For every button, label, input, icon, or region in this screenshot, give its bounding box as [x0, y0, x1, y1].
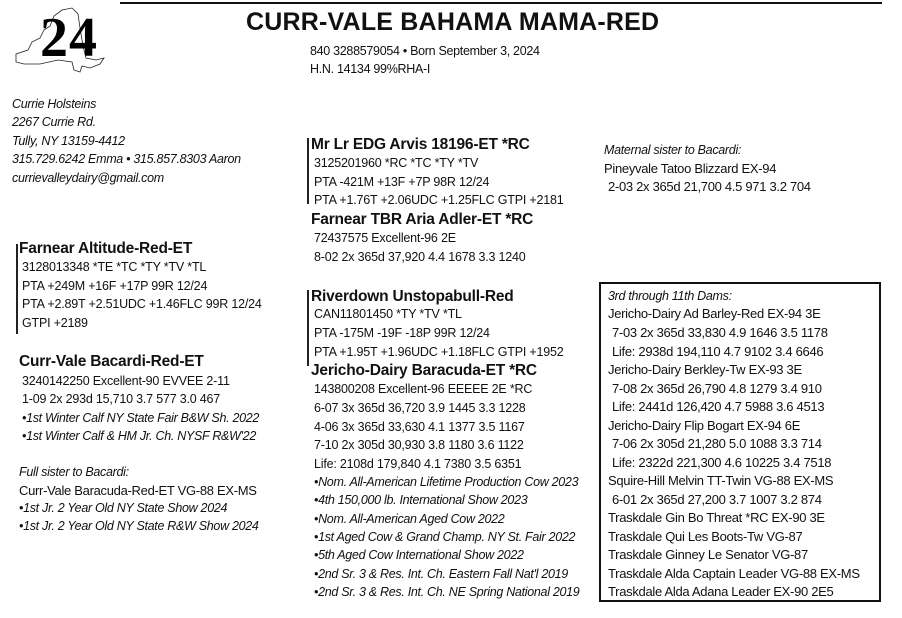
sire-name: Farnear Altitude-Red-ET: [19, 240, 193, 257]
maternal-grandsire-line: PTA +1.95T +1.96UDC +1.18FLC GTPI +1952: [314, 345, 564, 359]
paternal-granddam-name: Farnear TBR Aria Adler-ET *RC: [311, 211, 534, 228]
consignor-farm: Currie Holsteins: [12, 97, 97, 111]
maternal-sister-record: 2-03 2x 365d 21,700 4.5 971 3.2 704: [608, 179, 811, 194]
dams-box-heading: 3rd through 11th Dams:: [608, 289, 732, 303]
paternal-grandsire-line: 3125201960 *RC *TC *TY *TV: [314, 156, 479, 170]
maternal-grandsire-line: PTA -175M -19F -18P 99R 12/24: [314, 326, 490, 340]
dams-box-line: 7-08 2x 365d 26,790 4.8 1279 3.4 910: [612, 381, 822, 396]
dams-box-line: Traskdale Ginney Le Senator VG-87: [608, 547, 808, 562]
pedigree-bracket: [307, 138, 309, 204]
dams-box-line: Squire-Hill Melvin TT-Twin VG-88 EX-MS: [608, 473, 834, 488]
second-dam-line: 4-06 3x 365d 33,630 4.1 1377 3.5 1167: [314, 420, 525, 434]
animal-title: CURR-VALE BAHAMA MAMA-RED: [246, 8, 660, 36]
consignor-email[interactable]: currievalleydairy@gmail.com: [12, 171, 164, 185]
dams-box-line: Jericho-Dairy Ad Barley-Red EX-94 3E: [608, 306, 821, 321]
dam-honor: •1st Winter Calf & HM Jr. Ch. NYSF R&W'22: [22, 429, 256, 443]
sire-line: 3128013348 *TE *TC *TY *TV *TL: [22, 260, 207, 274]
dams-box-line: Traskdale Alda Adana Leader EX-90 2E5: [608, 584, 834, 599]
second-dam-honor: •5th Aged Cow International Show 2022: [314, 548, 524, 562]
dams-box-line: Traskdale Gin Bo Threat *RC EX-90 3E: [608, 510, 825, 525]
second-dam-honor: •Nom. All-American Lifetime Production Cow 2023: [314, 475, 579, 489]
pedigree-bracket: [16, 244, 18, 334]
dam-line: 3240142250 Excellent-90 EVVEE 2-11: [22, 374, 230, 388]
lot-badge: [0, 0, 120, 90]
sire-line: PTA +249M +16F +17P 99R 12/24: [22, 279, 208, 293]
dam-name: Curr-Vale Bacardi-Red-ET: [19, 353, 204, 370]
full-sister-name: Curr-Vale Baracuda-Red-ET VG-88 EX-MS: [19, 483, 257, 498]
second-dam-honor: •1st Aged Cow & Grand Champ. NY St. Fair 2022: [314, 530, 576, 544]
dam-line: 1-09 2x 293d 15,710 3.7 577 3.0 467: [22, 392, 221, 406]
dams-box-line: 7-03 2x 365d 33,830 4.9 1646 3.5 1178: [612, 325, 828, 340]
full-sister-honor: •1st Jr. 2 Year Old NY State Show 2024: [19, 501, 228, 515]
maternal-grandsire-name: Riverdown Unstopabull-Red: [311, 288, 514, 305]
dams-box-line: Jericho-Dairy Flip Bogart EX-94 6E: [608, 418, 801, 433]
dams-box-line: Jericho-Dairy Berkley-Tw EX-93 3E: [608, 362, 802, 377]
dams-box-line: Life: 2322d 221,300 4.6 10225 3.4 7518: [612, 455, 832, 470]
second-dam-name: Jericho-Dairy Baracuda-ET *RC: [311, 362, 537, 379]
consignor-city: Tully, NY 13159-4412: [12, 134, 125, 148]
herd-number-line: H.N. 14134 99%RHA-I: [310, 62, 431, 76]
full-sister-heading: Full sister to Bacardi:: [19, 465, 129, 479]
paternal-grandsire-name: Mr Lr EDG Arvis 18196-ET *RC: [311, 136, 530, 153]
sire-line: GTPI +2189: [22, 316, 88, 330]
second-dam-honor: •4th 150,000 lb. International Show 2023: [314, 493, 528, 507]
second-dam-honor: •2nd Sr. 3 & Res. Int. Ch. Eastern Fall Nat'l 2019: [314, 567, 568, 581]
maternal-sister-name: Pineyvale Tatoo Blizzard EX-94: [604, 161, 777, 176]
consignor-phones: 315.729.6242 Emma • 315.857.8303 Aaron: [12, 152, 241, 166]
dam-honor: •1st Winter Calf NY State Fair B&W Sh. 2022: [22, 411, 260, 425]
full-sister-honor: •1st Jr. 2 Year Old NY State R&W Show 2024: [19, 519, 259, 533]
paternal-grandsire-line: PTA +1.76T +2.06UDC +1.25FLC GTPI +2181: [314, 193, 564, 207]
pedigree-bracket: [307, 290, 309, 366]
dams-box-line: Traskdale Qui Les Boots-Tw VG-87: [608, 529, 803, 544]
dams-box-line: 7-06 2x 305d 21,280 5.0 1088 3.3 714: [612, 436, 822, 451]
second-dam-honor: •2nd Sr. 3 & Res. Int. Ch. NE Spring National 2019: [314, 585, 580, 599]
paternal-grandsire-line: PTA -421M +13F +7P 98R 12/24: [314, 175, 490, 189]
dams-box-line: Life: 2441d 126,420 4.7 5988 3.6 4513: [612, 399, 825, 414]
maternal-sister-heading: Maternal sister to Bacardi:: [604, 143, 742, 157]
sire-line: PTA +2.89T +2.51UDC +1.46FLC 99R 12/24: [22, 297, 262, 311]
top-rule: [120, 2, 882, 4]
second-dam-line: 7-10 2x 305d 30,930 3.8 1180 3.6 1122: [314, 438, 524, 452]
lot-number: 24: [40, 7, 98, 69]
second-dam-line: 6-07 3x 365d 36,720 3.9 1445 3.3 1228: [314, 401, 526, 415]
paternal-granddam-line: 72437575 Excellent-96 2E: [314, 231, 456, 245]
second-dam-honor: •Nom. All-American Aged Cow 2022: [314, 512, 505, 526]
dams-box-line: 6-01 2x 365d 27,200 3.7 1007 3.2 874: [612, 492, 822, 507]
maternal-grandsire-line: CAN11801450 *TY *TV *TL: [314, 307, 462, 321]
second-dam-line: Life: 2108d 179,840 4.1 7380 3.5 6351: [314, 457, 522, 471]
dams-box-line: Traskdale Alda Captain Leader VG-88 EX-MS: [608, 566, 860, 581]
second-dam-line: 143800208 Excellent-96 EEEEE 2E *RC: [314, 382, 533, 396]
paternal-granddam-line: 8-02 2x 365d 37,920 4.4 1678 3.3 1240: [314, 250, 526, 264]
registration-line: 840 3288579054 • Born September 3, 2024: [310, 44, 540, 58]
dams-box-line: Life: 2938d 194,110 4.7 9102 3.4 6646: [612, 344, 824, 359]
consignor-street: 2267 Currie Rd.: [12, 115, 96, 129]
